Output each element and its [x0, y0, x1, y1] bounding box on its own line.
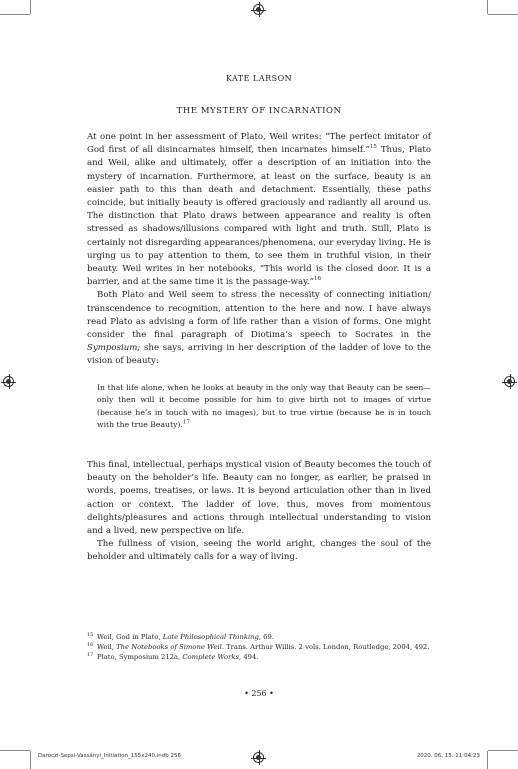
registration-mark-icon [504, 376, 515, 387]
body-text-lower [87, 459, 431, 565]
section-title: THE MYSTERY OF INCARNATION [176, 106, 342, 116]
footnote: 16 Weil, The Notebooks of Simone Weil. Trans. Arthur Willis. 2 vols. London, Routledge, 2004, 492. [87, 642, 430, 652]
paragraph: The fullness of vision, seeing the world aright, changes the soul of the beholder and ultimately calls for a way of living. [87, 539, 431, 563]
registration-mark-icon [3, 376, 14, 387]
footnote: 15 Weil, God in Plato, Late Philosophical Thinking, 69. [87, 632, 274, 641]
running-header: KATE LARSON [225, 74, 293, 83]
crop-mark [30, 751, 31, 769]
body-text-upper [87, 131, 431, 369]
print-slug-date: 2020. 06. 15. 11:04:23 [416, 753, 480, 759]
paragraph: At one point in her assessment of Plato, Weil writes: “The perfect imitator of God first of all disincarnates himself, then incarnates himself.”$^{15}$ Thus, Plato and Weil, alike and ultimately, offer a description of an initiation into the mystery of incarnation. Furthermore, at least on the surface, beauty is an easier path to this than death and detachment. Essentially, these paths coincide, but initially beauty is offered graciously and radiantly all around us. The distinction that Plato draws between appearance and reality is often stressed as shadows/illusions compared with light and truth. Still, Plato is certainly not disregarding appearances/phenomena, our everyday living. He is urging us to pay attention to them, to see them in truthful vision, in their beauty. Weil writes in her notebooks, “This world is the closed door. It is a barrier, and at the same time it is the passage-way.”$^{16}$ [87, 132, 431, 288]
footnotes [87, 632, 431, 663]
footnote-ref[interactable]: 17 [182, 419, 190, 426]
registration-mark-icon [253, 4, 264, 15]
paragraph: Both Plato and Weil seem to stress the necessity of connecting initiation/ transcendence to recognition, attention to the here and now. I have always read Plato as advising a form of life rather than a vision of forms. One might consider the final paragraph of Diotima’s speech to Socrates in the Symposium; she says, arriving in her description of the ladder of love to the vision of beauty: [87, 290, 431, 367]
footnote: 17 Plato, Symposium 212a, Complete Works, 494. [87, 652, 259, 662]
footnote-ref[interactable]: 16 [313, 276, 321, 283]
crop-mark [487, 751, 488, 769]
block-quote: In that life alone, when he looks at beauty in the only way that Beauty can be seen—only then will it become possible for him to give birth not to images of virtue (because he’s in touch with no images), but to true virtue (because he is in touch with the true Beauty).$^{17}$ [97, 383, 431, 430]
registration-mark-icon [253, 752, 264, 763]
footnote-ref[interactable]: 15 [369, 144, 377, 151]
crop-mark [0, 14, 30, 15]
crop-mark [0, 750, 30, 751]
crop-mark [487, 0, 488, 14]
page-number: • 256 • [244, 689, 274, 698]
crop-mark [488, 14, 518, 15]
crop-mark [488, 750, 518, 751]
paragraph: This final, intellectual, perhaps mystical vision of Beauty becomes the touch of beauty on the beholder’s life. Beauty can no longer, as earlier, be praised in words, poems, treatises, or laws. It is beyond articulation other than in lived action or context. The ladder of love, thus, moves from momentous delights/pleasures and actions through intellectual understanding to vision and a lived, new perspective on life. [87, 460, 431, 537]
crop-mark [30, 0, 31, 14]
print-slug-file: Daróczi-Sepsi-Vassányi_Initiation_155x240.indb 256 [38, 753, 181, 759]
